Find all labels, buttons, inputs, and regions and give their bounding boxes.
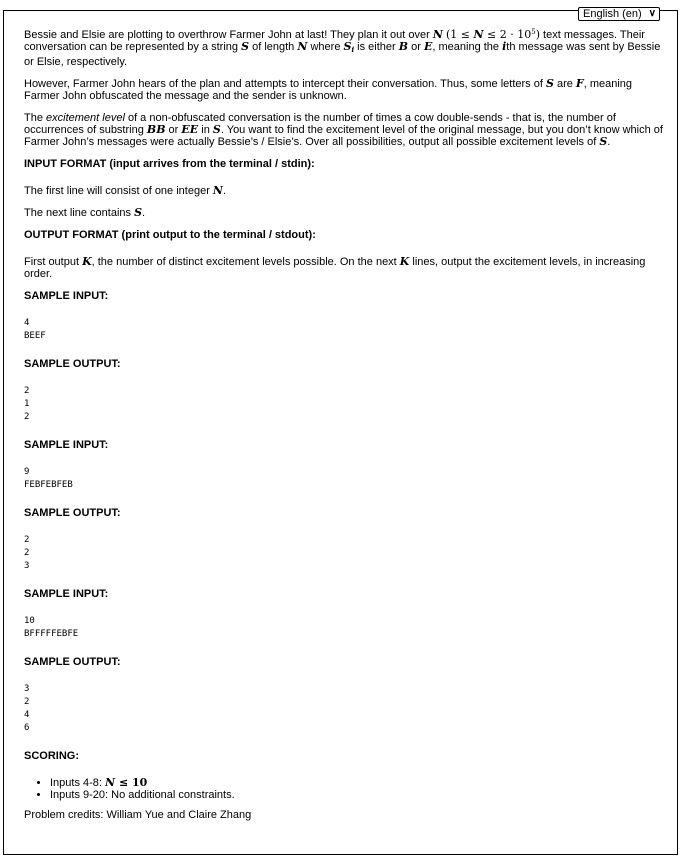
list-item: • Inputs 4-8: N ≤ 10 (50, 777, 664, 789)
sample-input-block: 9 FEBFEBFEB (24, 467, 73, 490)
output-description: First output K, the number of distinct excitement levels possible. On the next K lines, output the excitement levels, in increasing order. (24, 255, 646, 280)
intro-paragraph: Bessie and Elsie are plotting to overthrow Farmer John at last! They plan it out over N $(1 \le N \le 2 \cdot 10^5)$ text messages. Their conversation can be represented by a string S of length N where $S_i$ is either B or E, meaning the ith message was sent by Bessie or Elsie, respectively. (24, 28, 661, 68)
sample-output-heading: SAMPLE OUTPUT: (24, 358, 121, 370)
sample-input-block: 4 BEEF (24, 318, 46, 341)
problem-statement (24, 26, 664, 831)
chevron-down-icon: ∨ (648, 8, 656, 19)
sample-output-heading: SAMPLE OUTPUT: (24, 656, 121, 668)
sample-input-heading: SAMPLE INPUT: (24, 439, 109, 451)
sample-output-block: 2 2 3 (24, 535, 30, 571)
list-item: • Inputs 9-20: No additional constraints. (50, 789, 664, 801)
sample-input-heading: SAMPLE INPUT: (24, 588, 109, 600)
scoring-heading: SCORING: (24, 750, 79, 762)
problem-credits: Problem credits: William Yue and Claire Zhang (24, 809, 252, 821)
language-select-value: English (en) (583, 8, 642, 20)
input-line-2: The next line contains S. (24, 206, 146, 219)
output-format-heading: OUTPUT FORMAT (print output to the terminal / stdout): (24, 229, 316, 241)
excitement-paragraph: The excitement level of a non-obfuscated conversation is the number of times a cow double-sends - that is, the number of occurrences of substring BB or EE in S. You want to find the excitement level of the original message, but you don’t know which of Farmer John’s messages were actually Bessie’s / Elsie’s. Over all possibilities, output all possible excitement levels of S. (24, 112, 663, 148)
sample-output-block: 2 1 2 (24, 386, 30, 422)
input-line-1: The first line will consist of one integer N. (24, 184, 227, 197)
problem-frame (3, 10, 678, 855)
sample-input-heading: SAMPLE INPUT: (24, 290, 109, 302)
language-select[interactable] (578, 7, 660, 21)
sample-input-block: 10 BFFFFFEBFE (24, 616, 79, 639)
sample-output-heading: SAMPLE OUTPUT: (24, 507, 121, 519)
scoring-list (24, 777, 664, 801)
input-format-heading: INPUT FORMAT (input arrives from the terminal / stdin): (24, 158, 315, 170)
obfuscation-paragraph: However, Farmer John hears of the plan and attempts to intercept their conversation. Thus, some letters of S are F, meaning Farmer John obfuscated the message and the sender is unknown. (24, 77, 633, 102)
sample-output-block: 3 2 4 6 (24, 684, 30, 733)
